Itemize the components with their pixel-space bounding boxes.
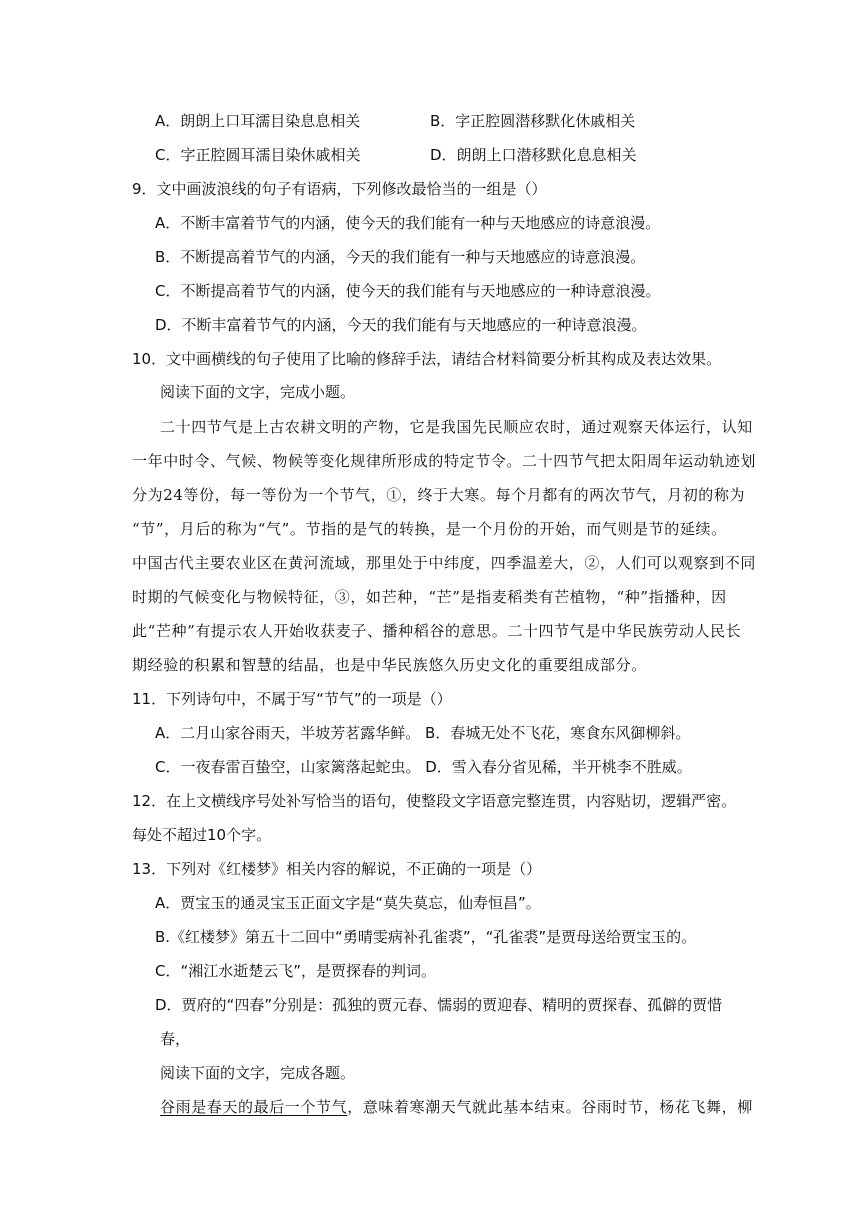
- passage-line: 一年中时令、气候、物候等变化规律所形成的特定节令。二十四节气把太阳周年运动轨迹划: [132, 452, 757, 470]
- q9-option-d: D．不断丰富着节气的内涵，今天的我们能有与天地感应的一种诗意浪漫。: [155, 316, 647, 334]
- q9-option-a: A．不断丰富着节气的内涵，使今天的我们能有一种与天地感应的诗意浪漫。: [155, 214, 661, 232]
- q13-option-a: A．贾宝玉的通灵宝玉正面文字是“莫失莫忘，仙寿恒昌”。: [155, 894, 541, 912]
- q13-option-d-cont: 春，: [160, 1030, 191, 1048]
- q8-option-c: C．字正腔圆耳濡目染休戚相关: [155, 146, 361, 164]
- passage-line: “节”，月后的称为“气”。节指的是气的转换，是一个月份的开始，而气则是节的延续。: [132, 520, 727, 538]
- passage-line: 分为24等份，每一等份为一个节气，①，终于大寒。每个月都有的两次节气，月初的称为: [132, 486, 746, 504]
- q12-stem-cont: 每处不超过10个字。: [132, 826, 272, 844]
- q8-option-b: B．字正腔圆潜移默化休戚相关: [430, 112, 636, 130]
- passage-line: 此“芒种”有提示农人开始收获麦子、播种稻谷的意思。二十四节气是中华民族劳动人民长: [132, 622, 742, 640]
- q9-stem: 9．文中画波浪线的句子有语病，下列修改最恰当的一组是（）: [132, 180, 547, 198]
- passage2-line: [160, 1096, 753, 1118]
- underlined-sentence: 谷雨是春天的最后一个节气: [160, 1098, 348, 1116]
- q10-stem: 10．文中画横线的句子使用了比喻的修辞手法，请结合材料简要分析其构成及表达效果。: [132, 350, 722, 368]
- reading1-instruction: 阅读下面的文字，完成小题。: [160, 383, 356, 401]
- q8-option-a: A．朗朗上口耳濡目染息息相关: [155, 112, 361, 130]
- passage-line: 二十四节气是上古农耕文明的产物，它是我国先民顺应农时，通过观察天体运行，认知: [160, 418, 753, 436]
- q13-option-b: B.《红楼梦》第五十二回中“勇晴雯病补孔雀裘”，“孔雀裘”是贾母送给贾宝玉的。: [155, 928, 697, 946]
- q13-option-c: C．“湘江水逝楚云飞”，是贾探春的判词。: [155, 962, 437, 980]
- passage2-text: ，意味着寒潮天气就此基本结束。谷雨时节，杨花飞舞，柳: [347, 1098, 753, 1116]
- q13-option-d: D．贾府的“四春”分别是：孤独的贾元春、懦弱的贾迎春、精明的贾探春、孤僻的贾惜: [155, 996, 723, 1014]
- q11-options-cd: C．一夜春雷百蛰空，山家篱落起蛇虫。 D．雪入春分省见稀，半开桃李不胜威。: [155, 758, 692, 776]
- q12-stem: 12．在上文横线序号处补写恰当的语句，使整段文字语意完整连贯，内容贴切，逻辑严密。: [132, 792, 737, 810]
- q9-option-c: C．不断提高着节气的内涵，使今天的我们能有与天地感应的一种诗意浪漫。: [155, 282, 661, 300]
- q11-stem: 11．下列诗句中，不属于写“节气”的一项是（）: [132, 690, 452, 708]
- reading2-instruction: 阅读下面的文字，完成各题。: [160, 1064, 356, 1082]
- q11-options-ab: A．二月山家谷雨天，半坡芳茗露华鲜。 B．春城无处不飞花，寒食东风御柳斜。: [155, 724, 691, 742]
- passage-line: 时期的气候变化与物候特征，③，如芒种，“芒”是指麦稻类有芒植物，“种”指播种，因: [132, 588, 727, 606]
- q13-stem: 13．下列对《红楼梦》相关内容的解说，不正确的一项是（）: [132, 860, 542, 878]
- passage-line: 期经验的积累和智慧的结晶，也是中华民族悠久历史文化的重要组成部分。: [132, 656, 647, 674]
- passage-line: 中国古代主要农业区在黄河流域，那里处于中纬度，四季温差大，②，人们可以观察到不同: [132, 554, 757, 572]
- q8-option-d: D．朗朗上口潜移默化息息相关: [430, 146, 637, 164]
- q9-option-b: B．不断提高着节气的内涵，今天的我们能有一种与天地感应的诗意浪漫。: [155, 248, 646, 266]
